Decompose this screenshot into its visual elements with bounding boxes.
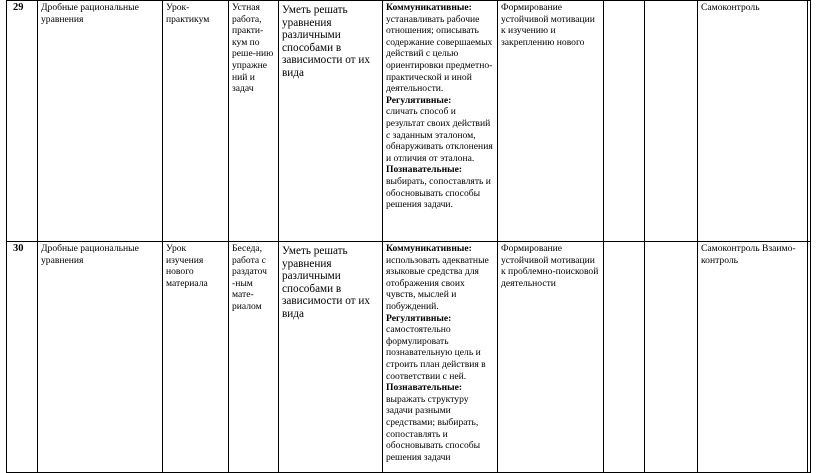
control-form: Самоконтроль Взаимо-контроль [698,242,808,473]
uud-heading-communicative: Коммуникативные: [386,2,472,13]
uud-text-cognitive: выражать структуру задачи разными средствами; выбирать, сопоставлять и обосновывать способы решения задачи [386,393,481,463]
lesson-plan-table [6,0,811,473]
empty-cell [808,242,811,473]
uud-heading-cognitive: Познавательные: [386,382,463,394]
empty-cell [808,1,811,242]
lesson-number: 30 [7,242,38,473]
uud-text-cognitive: выбирать, сопоставлять и обосновывать способы решения задачи. [386,175,491,211]
uud-text-communicative: устанавливать рабочие отношения; описывать содержание совершаемых действий с целью ориентировки предметно-практической и иной деятельности. [386,13,493,95]
empty-cell [604,1,645,242]
lesson-number: 29 [7,1,38,242]
lesson-type: Урок изучения нового материала [163,242,229,473]
lesson-form: Беседа, работа с раздаточ -ным мате-риалом [229,242,279,473]
table-row [7,1,811,242]
subject-outcome: Уметь решать уравнения различными способами в зависимости от их вида [279,1,383,242]
personal-outcome: Формирование устойчивой мотивации к изучению и закреплению нового [498,1,604,242]
uud-text-communicative: использовать адекватные языковые средства для отображения своих чувств, мыслей и побуждений. [386,254,489,312]
uud-cell [383,1,498,242]
lesson-topic: Дробные рациональные уравнения [38,1,163,242]
control-form: Самоконтроль [698,1,808,242]
lesson-form: Устная работа, практи-кум по реше-нию упражне ний и задач [229,1,279,242]
personal-outcome: Формирование устойчивой мотивации к проблемно-поисковой деятельности [498,242,604,473]
uud-heading-regulative: Регулятивные: [386,94,452,106]
empty-cell [645,242,698,473]
empty-cell [604,242,645,473]
table-row [7,242,811,473]
empty-cell [645,1,698,242]
uud-text-regulative: самостоятельно формулировать познавательную цель и строить план действия в соответствии с ней. [386,324,486,382]
subject-outcome: Уметь решать уравнения различными способами в зависимости от их вида [279,242,383,473]
uud-heading-cognitive: Познавательные: [386,164,463,176]
lesson-topic: Дробные рациональные уравнения [38,242,163,473]
uud-heading-regulative: Регулятивные: [386,312,452,324]
lesson-type: Урок-практикум [163,1,229,242]
uud-heading-communicative: Коммуникативные: [386,243,472,254]
uud-text-regulative: сличать способ и результат своих действий с заданным эталоном, обнаруживать отклонения и отличия от эталона. [386,106,493,164]
uud-cell [383,242,498,473]
